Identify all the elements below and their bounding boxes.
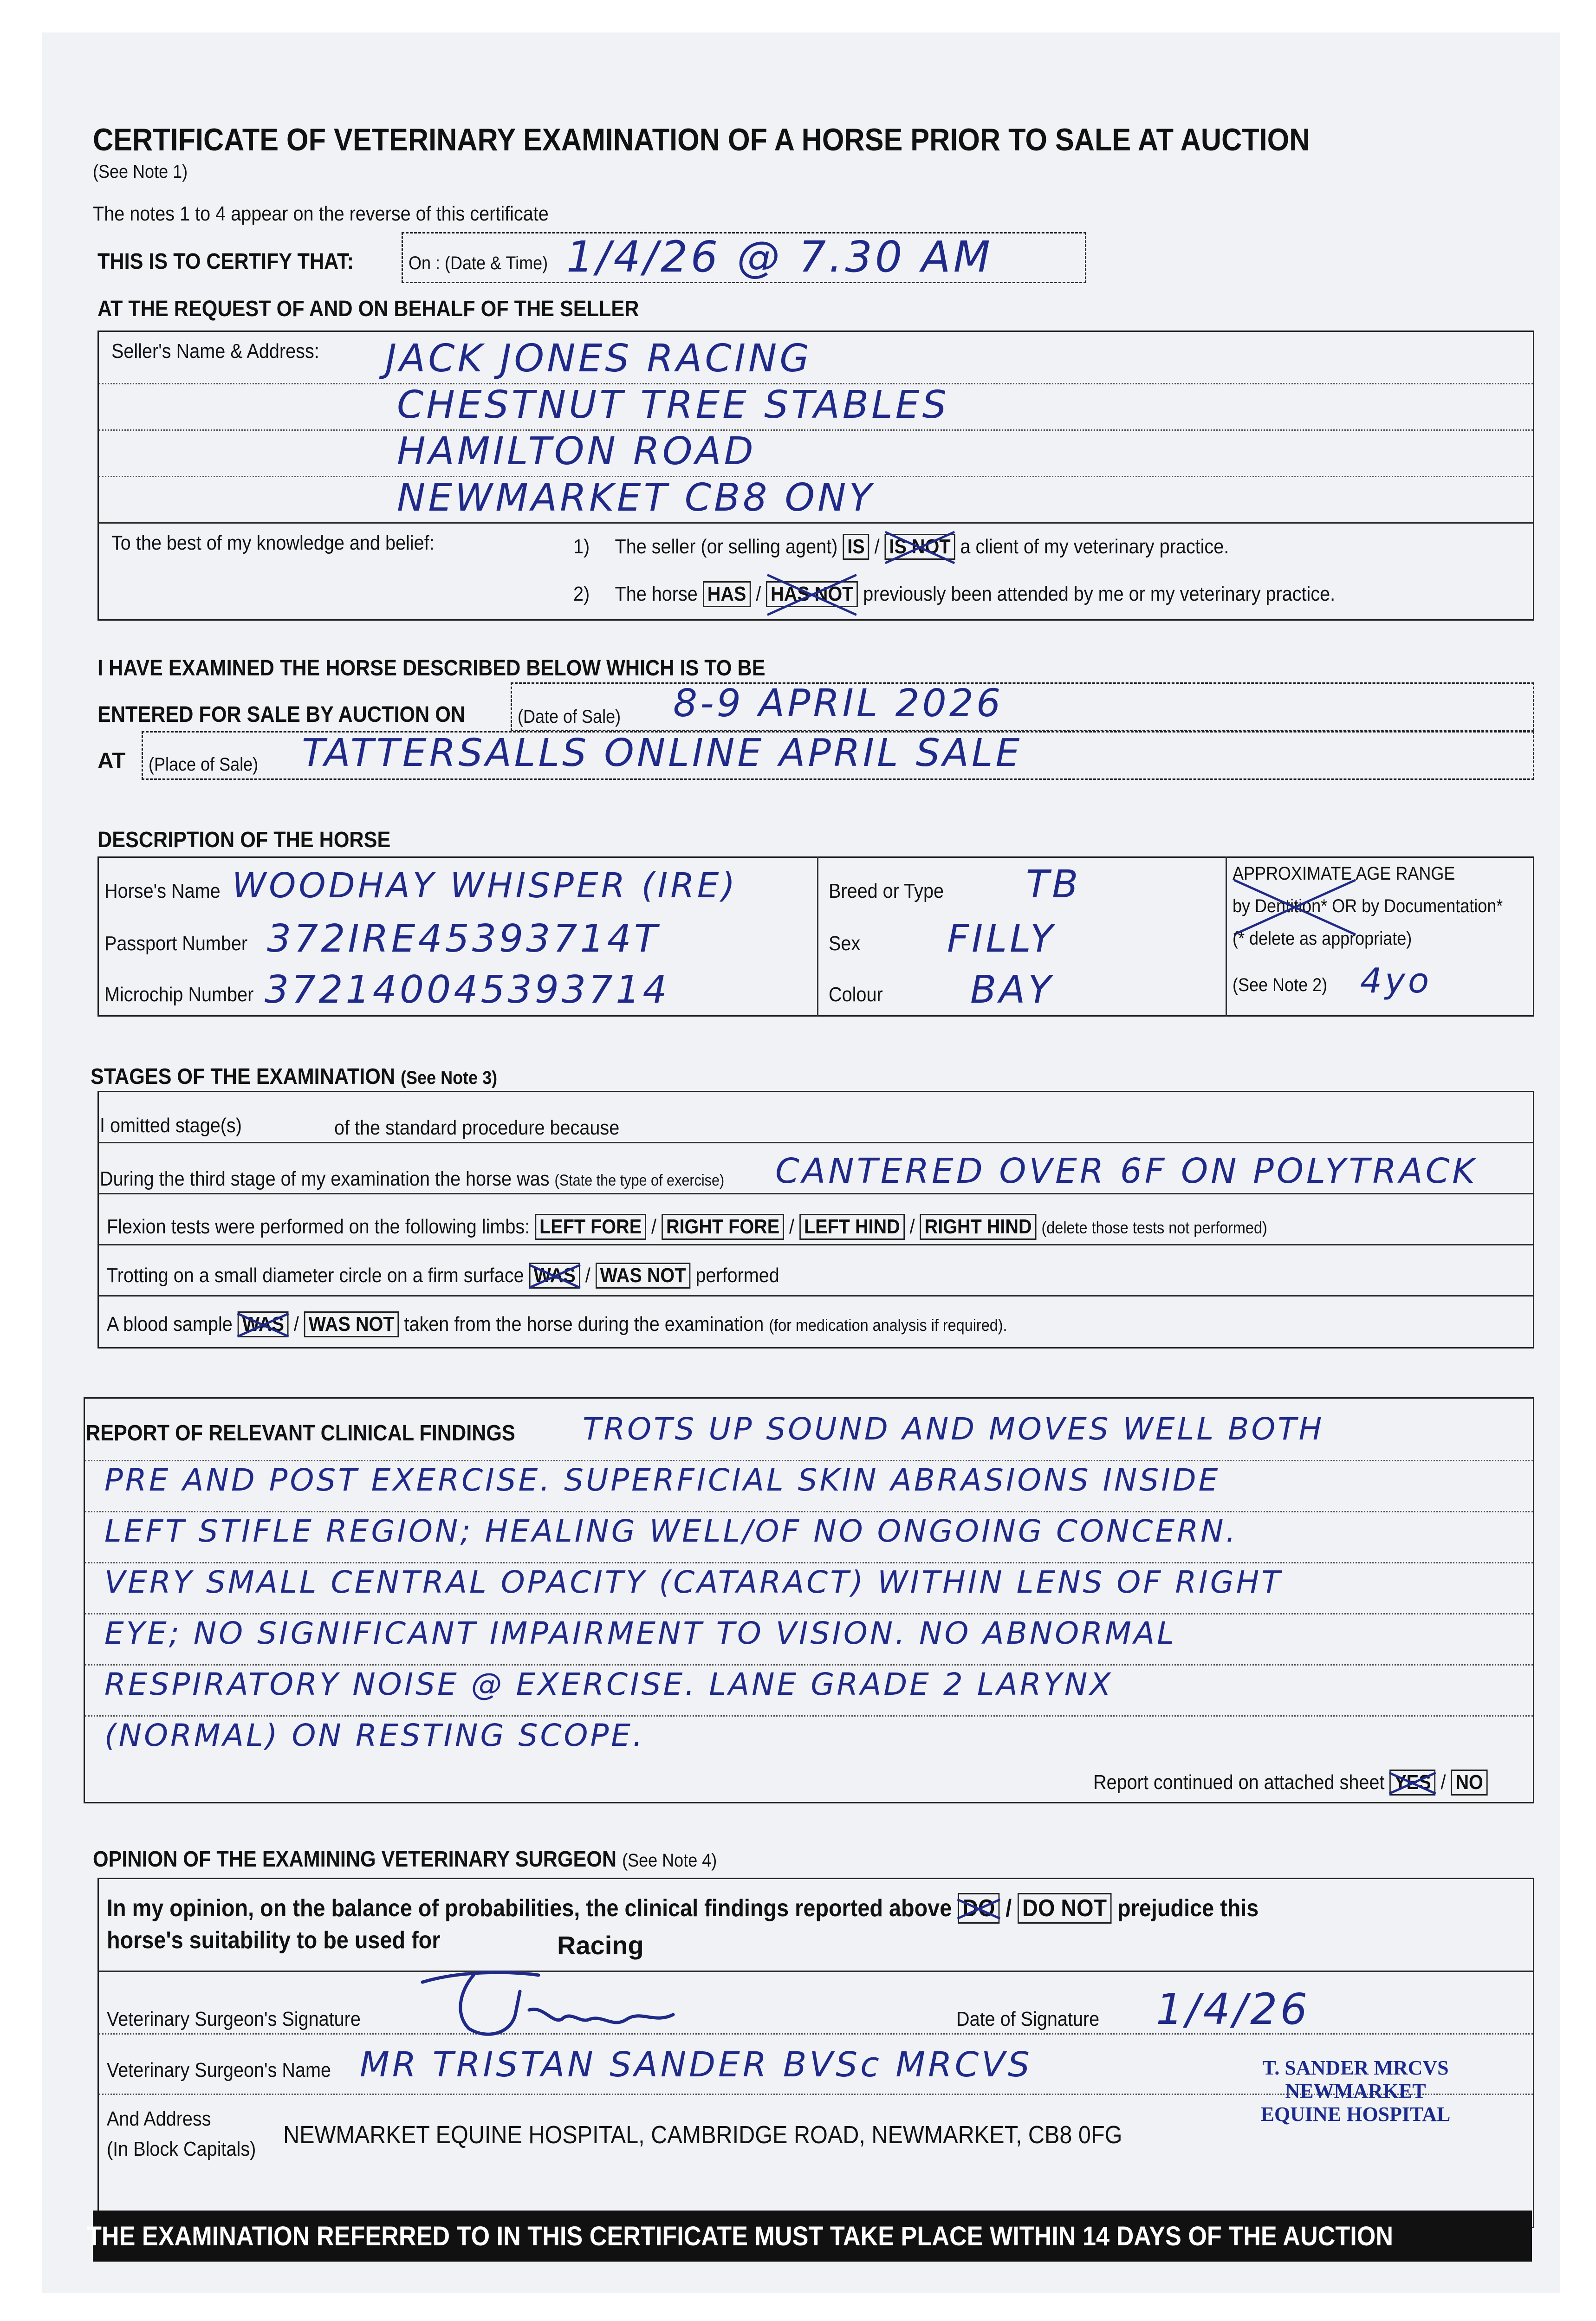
description-heading: DESCRIPTION OF THE HORSE (97, 828, 391, 852)
report-line-2 (85, 1511, 1533, 1512)
seller-divider (99, 522, 1533, 524)
page-title: CERTIFICATE OF VETERINARY EXAMINATION OF A HORSE PRIOR TO SALE AT AUCTION (93, 122, 1310, 157)
sale-date: 8-9 APRIL 2026 (673, 681, 1004, 726)
knowledge-label: To the best of my knowledge and belief: (111, 532, 435, 554)
microchip-number: 372140045393714 (265, 968, 670, 1012)
opinion-heading: OPINION OF THE EXAMINING VETERINARY SURGEON (See Note 4) (93, 1847, 717, 1872)
stages-heading: STAGES OF THE EXAMINATION (See Note 3) (91, 1064, 498, 1089)
microchip-label: Microchip Number (104, 983, 254, 1006)
is-option[interactable]: IS (843, 534, 869, 560)
dentition-option[interactable]: by Dentition* OR (1233, 896, 1357, 916)
report-text-line-7: (NORMAL) ON RESTING SCOPE. (104, 1718, 645, 1753)
colour-label: Colour (829, 983, 883, 1006)
continued-yes-option[interactable]: YES (1389, 1770, 1435, 1796)
report-line-3 (85, 1562, 1533, 1563)
report-line-4 (85, 1613, 1533, 1614)
flexion-left-hind[interactable]: LEFT HIND (799, 1214, 905, 1240)
address-label: And Address (107, 2107, 211, 2130)
continued-no-option[interactable]: NO (1451, 1770, 1488, 1796)
breed-label: Breed or Type (829, 880, 944, 902)
report-heading: REPORT OF RELEVANT CLINICAL FINDINGS (86, 1421, 515, 1446)
notes-text: The notes 1 to 4 appear on the reverse of this certificate (93, 202, 549, 225)
certify-date-time: 1/4/26 @ 7.30 AM (566, 232, 993, 282)
vet-name-label: Veterinary Surgeon's Name (107, 2059, 331, 2081)
omitted-label: I omitted stage(s) (100, 1114, 242, 1137)
knowledge-item-2: 2) The horse HAS / HAS NOT previously been attended by me or my veterinary practice. (573, 581, 1420, 607)
has-option[interactable]: HAS (703, 581, 751, 607)
report-continued: Report continued on attached sheet YES / NO (1093, 1770, 1531, 1796)
report-text-line-3: LEFT STIFLE REGION; HEALING WELL/OF NO ONGOING CONCERN. (104, 1513, 1238, 1549)
sale-place-label: (Place of Sale) (149, 754, 259, 775)
seller-name: JACK JONES RACING (385, 337, 812, 381)
seller-address-line-2: HAMILTON ROAD (397, 429, 756, 473)
stages-row-line-2 (99, 1193, 1533, 1194)
sex-label: Sex (829, 932, 861, 955)
vet-address: NEWMARKET EQUINE HOSPITAL, CAMBRIDGE ROAD, NEWMARKET, CB8 0FG (283, 2121, 1122, 2149)
flexion-right-hind[interactable]: RIGHT HIND (920, 1214, 1037, 1240)
breed-value: TB (1026, 862, 1081, 907)
horse-name: WOODHAY WHISPER (IRE) (232, 866, 738, 906)
request-heading: AT THE REQUEST OF AND ON BEHALF OF THE SELLER (97, 297, 639, 321)
opinion-do-option[interactable]: DO (958, 1893, 999, 1924)
report-line-1 (85, 1460, 1533, 1461)
seller-address-line-1: CHESTNUT TREE STABLES (397, 383, 949, 427)
description-col-divider-1 (817, 856, 818, 1017)
certify-on-label: On : (Date & Time) (409, 253, 548, 273)
third-stage-label: During the third stage of my examination the horse was (State the type of exercise) (100, 1167, 725, 1190)
blood-row: A blood sample WAS / WAS NOT taken from the horse during the examination (for medication analysis if required). (107, 1311, 1107, 1337)
flexion-row: Flexion tests were performed on the following limbs: LEFT FORE / RIGHT FORE / LEFT HIND / RIGHT HIND (delete those tests not performed) (107, 1214, 1396, 1240)
flexion-left-fore[interactable]: LEFT FORE (535, 1214, 646, 1240)
horse-name-label: Horse's Name (104, 880, 221, 902)
address-sub-label: (In Block Capitals) (107, 2138, 256, 2160)
age-value: 4yo (1360, 961, 1432, 1001)
vet-name: MR TRISTAN SANDER BVSc MRCVS (360, 2045, 1032, 2085)
is-not-option[interactable]: IS NOT (885, 534, 955, 560)
passport-label: Passport Number (104, 932, 248, 955)
report-text-line-4: VERY SMALL CENTRAL OPACITY (CATARACT) WITHIN LENS OF RIGHT (104, 1564, 1283, 1600)
sale-date-label: (Date of Sale) (518, 707, 621, 727)
colour-value: BAY (970, 968, 1054, 1012)
signature-mark (404, 1964, 682, 2042)
opinion-use-value: Racing (557, 1931, 644, 1960)
opinion-line-2: horse's suitability to be used for (107, 1927, 441, 1954)
signature-line (99, 2033, 1533, 2035)
knowledge-item-1: 1) The seller (or selling agent) IS / IS NOT a client of my veterinary practice. (573, 534, 1302, 560)
see-note-1: (See Note 1) (93, 162, 188, 182)
sale-date-field[interactable] (511, 682, 1534, 731)
report-text-line-5: EYE; NO SIGNIFICANT IMPAIRMENT TO VISION. NO ABNORMAL (104, 1615, 1176, 1651)
sale-place: TATTERSALLS ONLINE APRIL SALE (302, 731, 1023, 775)
has-not-option[interactable]: HAS NOT (766, 581, 858, 607)
age-see-note: (See Note 2) (1233, 975, 1328, 995)
sale-at-label: AT (97, 749, 126, 773)
practice-stamp: T. SANDER MRCVS NEWMARKET EQUINE HOSPITAL (1260, 2056, 1451, 2126)
seller-line-2 (99, 429, 1533, 431)
report-text-line-6: RESPIRATORY NOISE @ EXERCISE. LANE GRADE 2 LARYNX (104, 1666, 1113, 1702)
trot-was-option[interactable]: WAS (529, 1263, 580, 1289)
age-options (1233, 896, 1533, 917)
stages-row-line-3 (99, 1244, 1533, 1245)
certify-label: THIS IS TO CERTIFY THAT: (97, 249, 354, 274)
stages-row-line-4 (99, 1295, 1533, 1297)
third-stage-exercise: CANTERED OVER 6F ON POLYTRACK (775, 1151, 1478, 1191)
flexion-right-fore[interactable]: RIGHT FORE (662, 1214, 784, 1240)
opinion-divider (99, 1971, 1533, 1972)
description-col-divider-2 (1226, 856, 1227, 1017)
omitted-tail: of the standard procedure because (334, 1116, 620, 1139)
seller-address-line-3: NEWMARKET CB8 ONY (397, 476, 875, 520)
trot-was-not-option[interactable]: WAS NOT (596, 1263, 691, 1289)
report-line-6 (85, 1715, 1533, 1717)
age-heading: APPROXIMATE AGE RANGE (1233, 863, 1455, 884)
trot-row: Trotting on a small diameter circle on a firm surface WAS / WAS NOT performed (107, 1263, 854, 1289)
stages-row-line-1 (99, 1142, 1533, 1143)
sex-value: FILLY (947, 917, 1056, 961)
date-of-signature-label: Date of Signature (956, 2008, 1100, 2030)
sale-entered-label: ENTERED FOR SALE BY AUCTION ON (97, 702, 466, 727)
report-text-line-1: TROTS UP SOUND AND MOVES WELL BOTH (583, 1411, 1324, 1447)
footer-banner: THE EXAMINATION REFERRED TO IN THIS CERTIFICATE MUST TAKE PLACE WITHIN 14 DAYS OF THE AUCTION (93, 2211, 1532, 2262)
report-line-5 (85, 1664, 1533, 1666)
passport-number: 372IRE45393714T (267, 917, 660, 961)
age-delete-note: (* delete as appropriate) (1233, 928, 1412, 949)
report-text-line-2: PRE AND POST EXERCISE. SUPERFICIAL SKIN ABRASIONS INSIDE (104, 1462, 1220, 1498)
documentation-option[interactable]: by Documentation* (1362, 896, 1503, 916)
opinion-text: In my opinion, on the balance of probabilities, the clinical findings reported above DO / DO NOT prejudice this (107, 1893, 1387, 1924)
blood-was-option[interactable]: WAS (238, 1311, 289, 1337)
date-of-signature: 1/4/26 (1156, 1984, 1311, 2034)
examined-heading: I HAVE EXAMINED THE HORSE DESCRIBED BELOW WHICH IS TO BE (97, 656, 766, 681)
opinion-do-not-option[interactable]: DO NOT (1018, 1893, 1111, 1924)
seller-label: Seller's Name & Address: (111, 340, 319, 363)
signature-label: Veterinary Surgeon's Signature (107, 2008, 361, 2030)
blood-was-not-option[interactable]: WAS NOT (304, 1311, 399, 1337)
